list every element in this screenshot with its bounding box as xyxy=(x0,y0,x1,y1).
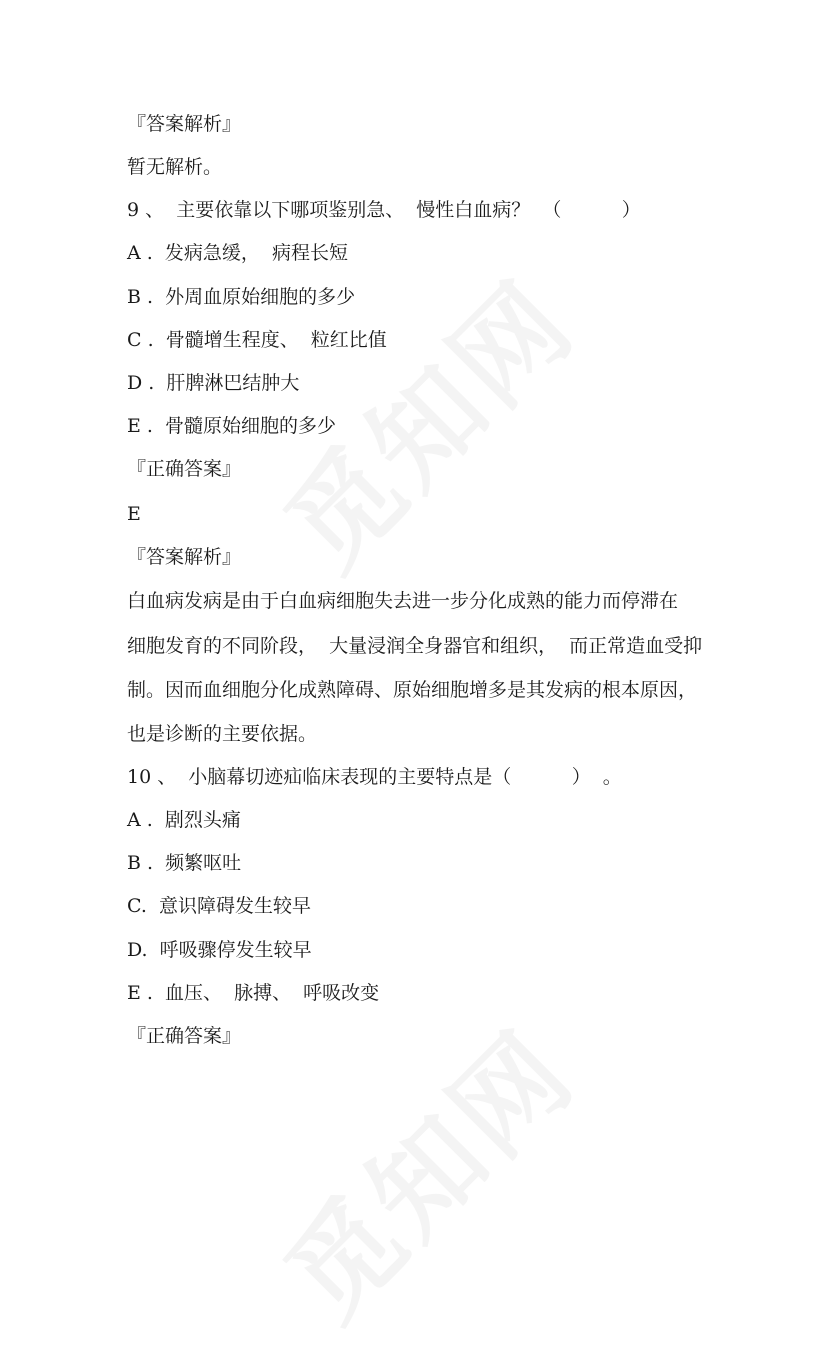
question-9-option-e: E . 骨髓原始细胞的多少 xyxy=(127,415,337,437)
analysis-paragraph-line: 细胞发育的不同阶段， 大量浸润全身器官和组织， 而正常造血受抑 xyxy=(127,635,703,657)
question-10-option-b: B . 频繁呕吐 xyxy=(127,852,242,874)
section-heading-correct-answer: 『正确答案』 xyxy=(127,458,242,480)
analysis-paragraph-line: 白血病发病是由于白血病细胞失去进一步分化成熟的能力而停滞在 xyxy=(127,590,679,612)
question-9-option-b: B . 外周血原始细胞的多少 xyxy=(127,286,356,308)
question-10-option-e: E . 血压、 脉搏、 呼吸改变 xyxy=(127,982,380,1004)
analysis-paragraph-line: 制。因而血细胞分化成熟障碍、原始细胞增多是其发病的根本原因， xyxy=(127,679,698,701)
analysis-text: 暂无解析。 xyxy=(127,156,223,178)
question-9: 9 、 主要依靠以下哪项鉴别急、 慢性白血病？ （ ） xyxy=(127,199,641,221)
section-heading-correct-answer: 『正确答案』 xyxy=(127,1025,242,1047)
question-10-option-d: D. 呼吸骤停发生较早 xyxy=(127,939,312,961)
analysis-paragraph-line: 也是诊断的主要依据。 xyxy=(127,723,318,745)
watermark-logo xyxy=(245,990,603,1348)
question-9-option-a: A . 发病急缓， 病程长短 xyxy=(127,242,348,264)
question-10-option-a: A . 剧烈头痛 xyxy=(127,809,241,831)
question-10: 10 、 小脑幕切迹疝临床表现的主要特点是（ ） 。 xyxy=(127,766,622,788)
question-10-option-c: C. 意识障碍发生较早 xyxy=(127,895,311,917)
section-heading-answer-analysis: 『答案解析』 xyxy=(127,546,242,568)
question-9-option-c: C . 骨髓增生程度、 粒红比值 xyxy=(127,329,387,351)
section-heading-answer-analysis: 『答案解析』 xyxy=(127,113,242,135)
question-9-option-d: D . 肝脾淋巴结肿大 xyxy=(127,372,300,394)
correct-answer-value: E xyxy=(127,503,141,525)
